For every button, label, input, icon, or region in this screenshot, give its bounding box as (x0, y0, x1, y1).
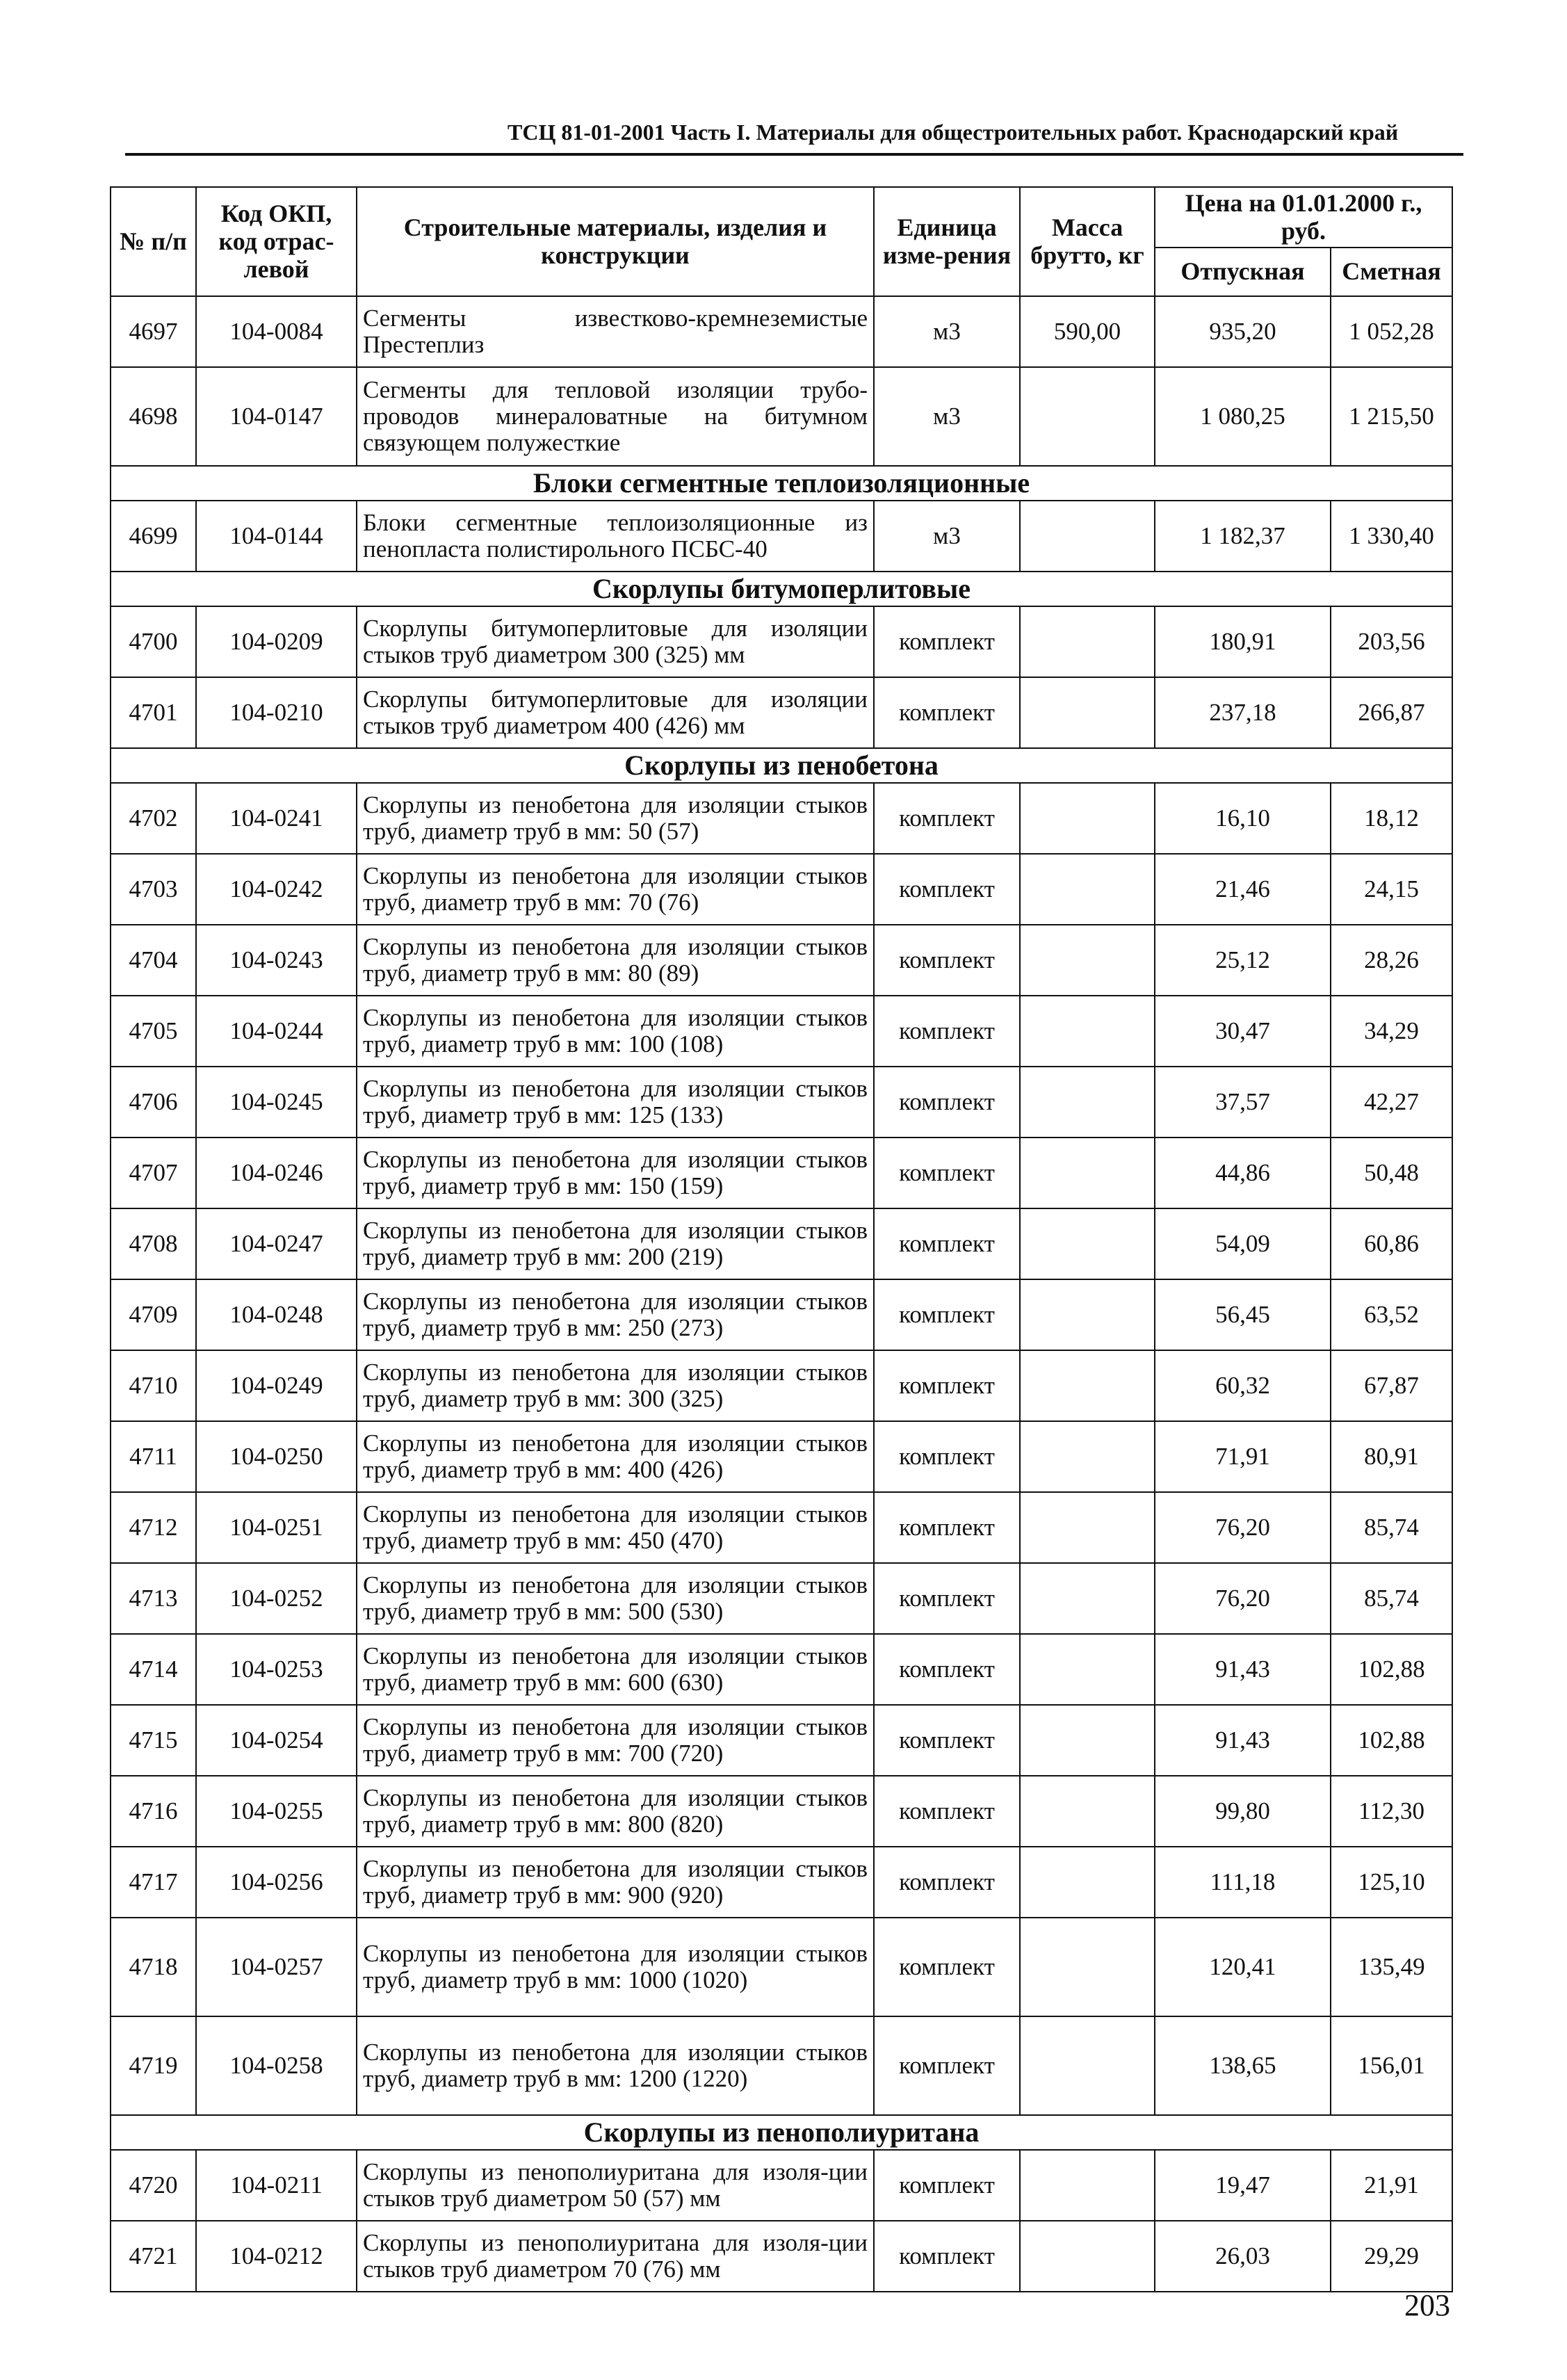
okp-code-cell: 104-0084 (196, 296, 357, 367)
material-name-cell: Скорлупы из пенобетона для изоляции стыков труб, диаметр труб в мм: 200 (219) (357, 1208, 874, 1279)
row-number-cell: 4713 (111, 1563, 196, 1634)
row-number-cell: 4718 (111, 1918, 196, 2016)
row-number-cell: 4706 (111, 1067, 196, 1138)
material-name-cell: Скорлупы из пенобетона для изоляции стыков труб, диаметр труб в мм: 70 (76) (357, 854, 874, 925)
material-name-cell: Скорлупы из пенобетона для изоляции стыков труб, диаметр труб в мм: 600 (630) (357, 1634, 874, 1705)
unit-cell: комплект (874, 854, 1020, 925)
unit-cell: комплект (874, 2016, 1020, 2115)
table-row (111, 1492, 1452, 1563)
row-number-cell: 4716 (111, 1776, 196, 1847)
row-number-cell: 4698 (111, 367, 196, 466)
row-number-cell: 4715 (111, 1705, 196, 1776)
unit-cell: комплект (874, 783, 1020, 854)
table-row (111, 1279, 1452, 1350)
table-row (111, 1563, 1452, 1634)
section-title: Блоки сегментные теплоизоляционные (111, 466, 1452, 501)
okp-code-cell: 104-0248 (196, 1279, 357, 1350)
release-price-cell: 1 182,37 (1155, 501, 1331, 572)
mass-cell (1020, 677, 1155, 748)
unit-cell: м3 (874, 501, 1020, 572)
column-header-no: № п/п (111, 187, 196, 296)
release-price-cell: 30,47 (1155, 996, 1331, 1067)
table-row (111, 1918, 1452, 2016)
estimate-price-cell: 29,29 (1331, 2221, 1452, 2292)
release-price-cell: 44,86 (1155, 1138, 1331, 1208)
material-name-cell: Скорлупы из пенополиуритана для изоля-ции стыков труб диаметром 70 (76) мм (357, 2221, 874, 2292)
row-number-cell: 4697 (111, 296, 196, 367)
release-price-cell: 37,57 (1155, 1067, 1331, 1138)
table-row (111, 1350, 1452, 1421)
estimate-price-cell: 102,88 (1331, 1634, 1452, 1705)
row-number-cell: 4702 (111, 783, 196, 854)
estimate-price-cell: 1 215,50 (1331, 367, 1452, 466)
material-name-cell: Скорлупы битумоперлитовые для изоляции стыков труб диаметром 300 (325) мм (357, 606, 874, 677)
mass-cell (1020, 1279, 1155, 1350)
okp-code-cell: 104-0243 (196, 925, 357, 996)
unit-cell: комплект (874, 677, 1020, 748)
materials-price-table (110, 186, 1453, 2292)
release-price-cell: 25,12 (1155, 925, 1331, 996)
estimate-price-cell: 34,29 (1331, 996, 1452, 1067)
row-number-cell: 4720 (111, 2150, 196, 2221)
material-name-cell: Скорлупы из пенобетона для изоляции стыков труб, диаметр труб в мм: 450 (470) (357, 1492, 874, 1563)
column-header-unit: Единица изме-рения (874, 187, 1020, 296)
row-number-cell: 4700 (111, 606, 196, 677)
table-row (111, 783, 1452, 854)
row-number-cell: 4699 (111, 501, 196, 572)
column-header-price-group: Цена на 01.01.2000 г., руб. (1155, 187, 1452, 248)
okp-code-cell: 104-0241 (196, 783, 357, 854)
material-name-cell: Скорлупы из пенобетона для изоляции стыков труб, диаметр труб в мм: 800 (820) (357, 1776, 874, 1847)
release-price-cell: 120,41 (1155, 1918, 1331, 2016)
table-row (111, 925, 1452, 996)
material-name-cell: Скорлупы из пенобетона для изоляции стыков труб, диаметр труб в мм: 150 (159) (357, 1138, 874, 1208)
row-number-cell: 4711 (111, 1421, 196, 1492)
unit-cell: комплект (874, 925, 1020, 996)
release-price-cell: 71,91 (1155, 1421, 1331, 1492)
header-rule (125, 153, 1463, 156)
okp-code-cell: 104-0247 (196, 1208, 357, 1279)
mass-cell (1020, 1847, 1155, 1918)
unit-cell: комплект (874, 1421, 1020, 1492)
row-number-cell: 4705 (111, 996, 196, 1067)
table-row (111, 1705, 1452, 1776)
estimate-price-cell: 50,48 (1331, 1138, 1452, 1208)
section-row (111, 466, 1452, 501)
estimate-price-cell: 85,74 (1331, 1563, 1452, 1634)
unit-cell: комплект (874, 1847, 1020, 1918)
estimate-price-cell: 203,56 (1331, 606, 1452, 677)
page-header: ТСЦ 81-01-2001 Часть I. Материалы для общестроительных работ. Краснодарский край (508, 120, 1399, 145)
material-name-cell: Скорлупы из пенобетона для изоляции стыков труб, диаметр труб в мм: 300 (325) (357, 1350, 874, 1421)
release-price-cell: 16,10 (1155, 783, 1331, 854)
okp-code-cell: 104-0244 (196, 996, 357, 1067)
column-header-estimate-price: Сметная (1331, 248, 1452, 296)
estimate-price-cell: 63,52 (1331, 1279, 1452, 1350)
release-price-cell: 76,20 (1155, 1492, 1331, 1563)
okp-code-cell: 104-0255 (196, 1776, 357, 1847)
material-name-cell: Скорлупы из пенобетона для изоляции стыков труб, диаметр труб в мм: 1200 (1220) (357, 2016, 874, 2115)
release-price-cell: 99,80 (1155, 1776, 1331, 1847)
section-title: Скорлупы из пенобетона (111, 748, 1452, 783)
mass-cell (1020, 1421, 1155, 1492)
estimate-price-cell: 28,26 (1331, 925, 1452, 996)
okp-code-cell: 104-0250 (196, 1421, 357, 1492)
estimate-price-cell: 42,27 (1331, 1067, 1452, 1138)
material-name-cell: Скорлупы из пенобетона для изоляции стыков труб, диаметр труб в мм: 500 (530) (357, 1563, 874, 1634)
row-number-cell: 4714 (111, 1634, 196, 1705)
table-row (111, 1138, 1452, 1208)
row-number-cell: 4709 (111, 1279, 196, 1350)
mass-cell (1020, 606, 1155, 677)
mass-cell (1020, 925, 1155, 996)
table-row (111, 1208, 1452, 1279)
mass-cell (1020, 1067, 1155, 1138)
material-name-cell: Блоки сегментные теплоизоляционные из пенопласта полистирольного ПСБС-40 (357, 501, 874, 572)
material-name-cell: Скорлупы из пенобетона для изоляции стыков труб, диаметр труб в мм: 400 (426) (357, 1421, 874, 1492)
unit-cell: комплект (874, 2221, 1020, 2292)
table-row (111, 996, 1452, 1067)
material-name-cell: Скорлупы из пенобетона для изоляции стыков труб, диаметр труб в мм: 100 (108) (357, 996, 874, 1067)
okp-code-cell: 104-0242 (196, 854, 357, 925)
mass-cell (1020, 2016, 1155, 2115)
unit-cell: комплект (874, 1350, 1020, 1421)
estimate-price-cell: 18,12 (1331, 783, 1452, 854)
mass-cell (1020, 367, 1155, 466)
material-name-cell: Скорлупы из пенобетона для изоляции стыков труб, диаметр труб в мм: 50 (57) (357, 783, 874, 854)
row-number-cell: 4707 (111, 1138, 196, 1208)
okp-code-cell: 104-0211 (196, 2150, 357, 2221)
estimate-price-cell: 80,91 (1331, 1421, 1452, 1492)
table-row (111, 606, 1452, 677)
unit-cell: комплект (874, 1138, 1020, 1208)
table-row (111, 1776, 1452, 1847)
estimate-price-cell: 67,87 (1331, 1350, 1452, 1421)
mass-cell: 590,00 (1020, 296, 1155, 367)
table-row (111, 854, 1452, 925)
section-title: Скорлупы из пенополиуритана (111, 2115, 1452, 2150)
row-number-cell: 4721 (111, 2221, 196, 2292)
table-row (111, 1634, 1452, 1705)
column-header-mass: Масса брутто, кг (1020, 187, 1155, 296)
release-price-cell: 935,20 (1155, 296, 1331, 367)
column-header-release-price: Отпускная (1155, 248, 1331, 296)
material-name-cell: Скорлупы из пенобетона для изоляции стыков труб, диаметр труб в мм: 125 (133) (357, 1067, 874, 1138)
okp-code-cell: 104-0210 (196, 677, 357, 748)
material-name-cell: Скорлупы из пенобетона для изоляции стыков труб, диаметр труб в мм: 900 (920) (357, 1847, 874, 1918)
unit-cell: м3 (874, 367, 1020, 466)
table-row (111, 367, 1452, 466)
okp-code-cell: 104-0212 (196, 2221, 357, 2292)
okp-code-cell: 104-0249 (196, 1350, 357, 1421)
unit-cell: комплект (874, 1776, 1020, 1847)
mass-cell (1020, 1705, 1155, 1776)
release-price-cell: 54,09 (1155, 1208, 1331, 1279)
release-price-cell: 91,43 (1155, 1705, 1331, 1776)
okp-code-cell: 104-0252 (196, 1563, 357, 1634)
release-price-cell: 138,65 (1155, 2016, 1331, 2115)
release-price-cell: 56,45 (1155, 1279, 1331, 1350)
mass-cell (1020, 1776, 1155, 1847)
estimate-price-cell: 135,49 (1331, 1918, 1452, 2016)
okp-code-cell: 104-0147 (196, 367, 357, 466)
mass-cell (1020, 2150, 1155, 2221)
mass-cell (1020, 1350, 1155, 1421)
unit-cell: комплект (874, 1563, 1020, 1634)
mass-cell (1020, 1492, 1155, 1563)
release-price-cell: 21,46 (1155, 854, 1331, 925)
mass-cell (1020, 996, 1155, 1067)
table-row (111, 677, 1452, 748)
material-name-cell: Сегменты для тепловой изоляции трубо-проводов минераловатные на битумном связующем полужесткие (357, 367, 874, 466)
row-number-cell: 4701 (111, 677, 196, 748)
material-name-cell: Скорлупы из пенобетона для изоляции стыков труб, диаметр труб в мм: 80 (89) (357, 925, 874, 996)
estimate-price-cell: 112,30 (1331, 1776, 1452, 1847)
unit-cell: комплект (874, 1067, 1020, 1138)
row-number-cell: 4708 (111, 1208, 196, 1279)
okp-code-cell: 104-0144 (196, 501, 357, 572)
estimate-price-cell: 156,01 (1331, 2016, 1452, 2115)
row-number-cell: 4703 (111, 854, 196, 925)
table-row (111, 296, 1452, 367)
unit-cell: комплект (874, 2150, 1020, 2221)
mass-cell (1020, 783, 1155, 854)
estimate-price-cell: 1 052,28 (1331, 296, 1452, 367)
release-price-cell: 76,20 (1155, 1563, 1331, 1634)
release-price-cell: 111,18 (1155, 1847, 1331, 1918)
estimate-price-cell: 102,88 (1331, 1705, 1452, 1776)
table-row (111, 2150, 1452, 2221)
estimate-price-cell: 125,10 (1331, 1847, 1452, 1918)
okp-code-cell: 104-0254 (196, 1705, 357, 1776)
okp-code-cell: 104-0253 (196, 1634, 357, 1705)
section-title: Скорлупы битумоперлитовые (111, 572, 1452, 606)
mass-cell (1020, 1563, 1155, 1634)
section-row (111, 748, 1452, 783)
table-body (111, 296, 1452, 2292)
unit-cell: комплект (874, 1492, 1020, 1563)
estimate-price-cell: 1 330,40 (1331, 501, 1452, 572)
unit-cell: комплект (874, 1918, 1020, 2016)
unit-cell: комплект (874, 1279, 1020, 1350)
okp-code-cell: 104-0251 (196, 1492, 357, 1563)
estimate-price-cell: 21,91 (1331, 2150, 1452, 2221)
material-name-cell: Скорлупы из пенобетона для изоляции стыков труб, диаметр труб в мм: 250 (273) (357, 1279, 874, 1350)
material-name-cell: Скорлупы битумоперлитовые для изоляции стыков труб диаметром 400 (426) мм (357, 677, 874, 748)
estimate-price-cell: 24,15 (1331, 854, 1452, 925)
row-number-cell: 4704 (111, 925, 196, 996)
row-number-cell: 4710 (111, 1350, 196, 1421)
row-number-cell: 4719 (111, 2016, 196, 2115)
release-price-cell: 1 080,25 (1155, 367, 1331, 466)
mass-cell (1020, 1634, 1155, 1705)
okp-code-cell: 104-0246 (196, 1138, 357, 1208)
table-row (111, 1067, 1452, 1138)
mass-cell (1020, 1918, 1155, 2016)
material-name-cell: Скорлупы из пенобетона для изоляции стыков труб, диаметр труб в мм: 700 (720) (357, 1705, 874, 1776)
material-name-cell: Сегменты известково-кремнеземистые Престеплиз (357, 296, 874, 367)
unit-cell: комплект (874, 1208, 1020, 1279)
okp-code-cell: 104-0209 (196, 606, 357, 677)
release-price-cell: 237,18 (1155, 677, 1331, 748)
page-number: 203 (1404, 2288, 1450, 2322)
section-row (111, 572, 1452, 606)
unit-cell: комплект (874, 606, 1020, 677)
table-row (111, 1847, 1452, 1918)
release-price-cell: 19,47 (1155, 2150, 1331, 2221)
table-row (111, 2221, 1452, 2292)
material-name-cell: Скорлупы из пенополиуритана для изоля-ции стыков труб диаметром 50 (57) мм (357, 2150, 874, 2221)
table-row (111, 1421, 1452, 1492)
okp-code-cell: 104-0258 (196, 2016, 357, 2115)
unit-cell: комплект (874, 996, 1020, 1067)
unit-cell: комплект (874, 1634, 1020, 1705)
table-row (111, 2016, 1452, 2115)
okp-code-cell: 104-0257 (196, 1918, 357, 2016)
release-price-cell: 60,32 (1155, 1350, 1331, 1421)
estimate-price-cell: 85,74 (1331, 1492, 1452, 1563)
release-price-cell: 180,91 (1155, 606, 1331, 677)
mass-cell (1020, 1208, 1155, 1279)
okp-code-cell: 104-0256 (196, 1847, 357, 1918)
mass-cell (1020, 1138, 1155, 1208)
column-header-code: Код ОКП, код отрас-левой (196, 187, 357, 296)
release-price-cell: 91,43 (1155, 1634, 1331, 1705)
unit-cell: м3 (874, 296, 1020, 367)
row-number-cell: 4717 (111, 1847, 196, 1918)
estimate-price-cell: 266,87 (1331, 677, 1452, 748)
mass-cell (1020, 854, 1155, 925)
unit-cell: комплект (874, 1705, 1020, 1776)
row-number-cell: 4712 (111, 1492, 196, 1563)
material-name-cell: Скорлупы из пенобетона для изоляции стыков труб, диаметр труб в мм: 1000 (1020) (357, 1918, 874, 2016)
release-price-cell: 26,03 (1155, 2221, 1331, 2292)
section-row (111, 2115, 1452, 2150)
estimate-price-cell: 60,86 (1331, 1208, 1452, 1279)
table-row (111, 501, 1452, 572)
mass-cell (1020, 501, 1155, 572)
okp-code-cell: 104-0245 (196, 1067, 357, 1138)
mass-cell (1020, 2221, 1155, 2292)
column-header-name: Строительные материалы, изделия и конструкции (357, 187, 874, 296)
